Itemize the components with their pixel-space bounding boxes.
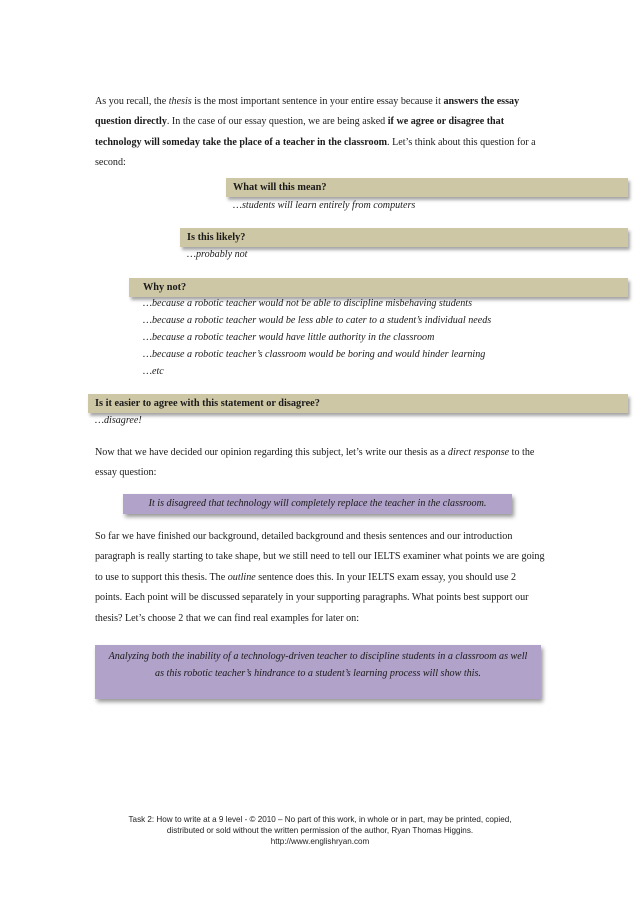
intro-text-4: . Let’s think about this question for a second: — [95, 136, 536, 169]
direct-response-text-1: Now that we have decided our opinion regarding this subject, let’s write our thesis as a — [95, 447, 448, 458]
question-why-not: Why not? — [143, 282, 187, 293]
answer-probably-not: …probably not — [187, 249, 248, 260]
reason-item: …because a robotic teacher would have little authority in the classroom — [143, 332, 435, 343]
answer-students-computers: …students will learn entirely from computers — [233, 200, 416, 211]
question-is-this-likely: Is this likely? — [187, 232, 246, 243]
question-what-will-this-mean: What will this mean? — [233, 182, 327, 193]
outline-paragraph — [95, 527, 545, 629]
page-footer — [90, 814, 550, 847]
footer-copyright-line-2: distributed or sold without the written permission of the author, Ryan Thomas Higgins. — [166, 826, 474, 835]
question-bar-agree-or-disagree — [88, 394, 628, 413]
footer-website-link[interactable]: http://www.englishryan.com — [270, 837, 370, 846]
outline-italic: outline — [227, 571, 256, 583]
thesis-statement-box — [123, 494, 512, 514]
reason-item-etc: …etc — [143, 366, 164, 377]
thesis-statement: It is disagreed that technology will completely replace the teacher in the classroom. — [148, 498, 487, 509]
intro-text-1: As you recall, the — [95, 96, 169, 107]
intro-bold-1: answers the essay question directly — [95, 96, 520, 128]
reason-item: …because a robotic teacher’s classroom would be boring and would hinder learning — [143, 349, 486, 360]
question-agree-or-disagree: Is it easier to agree with this statement or disagree? — [95, 398, 320, 409]
direct-response-italic: direct response — [447, 447, 510, 458]
question-bar-what-will-this-mean — [226, 178, 628, 197]
outline-sentence-box — [95, 645, 541, 699]
intro-text-2: is the most important sentence in your entire essay because it — [191, 96, 444, 107]
outline-sentence: Analyzing both the inability of a technology-driven teacher to discipline students in a classroom as well as this robotic teacher’s hindrance to a student’s learning process will show this. — [108, 651, 528, 679]
outline-text-1: So far we have finished our background, detailed background and thesis sentences and our introduction paragraph is really starting to take shape, but we still need to tell our IELTS examiner what points we are going to use to support this thesis. The — [95, 531, 545, 583]
intro-thesis-word: thesis — [168, 96, 192, 107]
intro-paragraph — [95, 92, 545, 174]
direct-response-text-2: to the essay question: — [95, 447, 535, 479]
question-bar-is-this-likely — [180, 228, 628, 247]
intro-bold-2: if we agree or disagree that technology will someday take the place of a teacher in the classroom — [95, 116, 505, 148]
footer-copyright-line-1: Task 2: How to write at a 9 level - © 2010 – No part of this work, in whole or in part, may be printed, copied, — [128, 815, 512, 824]
answer-disagree: …disagree! — [95, 415, 142, 426]
reason-item: …because a robotic teacher would be less able to cater to a student’s individual needs — [143, 315, 492, 326]
direct-response-paragraph — [95, 443, 545, 484]
reason-item: …because a robotic teacher would not be able to discipline misbehaving students — [143, 298, 473, 309]
outline-text-2: sentence does this. In your IELTS exam essay, you should use 2 points. Each point will be discussed separately in your supporting paragraphs. What points best support our thesis? Let’s choose 2 that we can find real examples for later on: — [95, 571, 529, 624]
intro-text-3: . In the case of our essay question, we are being asked — [166, 116, 388, 128]
